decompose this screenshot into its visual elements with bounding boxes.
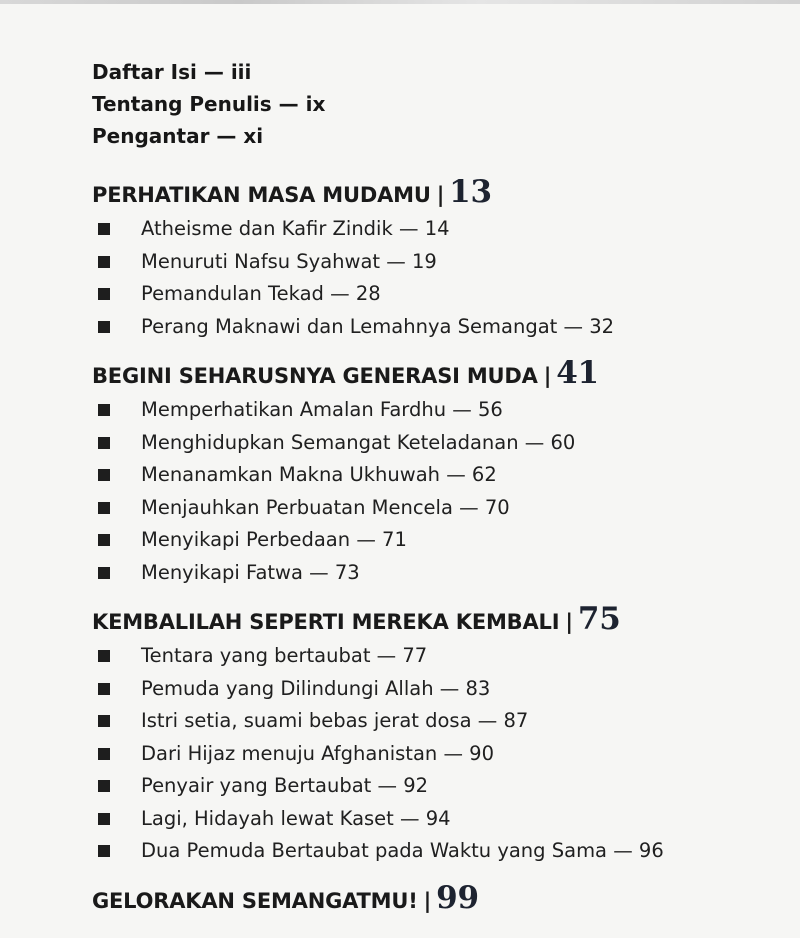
- entry-page: 83: [465, 676, 491, 700]
- entry-text: [141, 738, 494, 771]
- entry-page: 94: [425, 806, 451, 830]
- toc-sections: [92, 174, 782, 919]
- entry-title: Istri setia, suami bebas jerat dosa: [141, 709, 472, 732]
- entry-title: Atheisme dan Kafir Zindik: [141, 217, 393, 240]
- front-matter-page: xi: [243, 124, 264, 148]
- section-page-number: 41: [556, 355, 599, 391]
- square-bullet-icon: [98, 502, 110, 514]
- square-bullet-icon: [98, 845, 110, 857]
- section-entries: [92, 394, 782, 589]
- front-matter-title: Daftar Isi: [92, 60, 197, 84]
- entry-page: 92: [403, 774, 429, 797]
- square-bullet-icon: [98, 469, 110, 481]
- toc-entry: [92, 459, 782, 492]
- section-heading: [92, 174, 782, 213]
- square-bullet-icon: [98, 437, 110, 449]
- entry-title: Tentara yang bertaubat: [141, 644, 371, 667]
- toc-entry: [92, 427, 782, 460]
- page-top-edge: [0, 0, 800, 4]
- dash: —: [216, 124, 237, 148]
- entry-title: Lagi, Hidayah lewat Kaset: [141, 806, 394, 830]
- entry-page: 60: [550, 430, 576, 454]
- toc-entry: [92, 770, 782, 803]
- section-title: BEGINI SEHARUSNYA GENERASI MUDA: [92, 364, 538, 388]
- section-page-number: 99: [436, 879, 479, 916]
- entry-text: [141, 770, 428, 803]
- entry-text: [141, 394, 503, 427]
- section-heading: [92, 355, 782, 394]
- toc-entry: [92, 705, 782, 738]
- square-bullet-icon: [98, 715, 110, 727]
- front-matter-page: iii: [230, 60, 252, 84]
- entry-title: Penyair yang Bertaubat: [141, 774, 372, 797]
- dash: —: [203, 60, 224, 84]
- square-bullet-icon: [98, 683, 110, 695]
- entry-text: [141, 835, 664, 868]
- toc-entry: [92, 803, 782, 836]
- dash: —: [459, 495, 479, 519]
- entry-title: Pemuda yang Dilindungi Allah: [141, 676, 434, 700]
- dash: —: [524, 430, 545, 454]
- entry-text: [141, 459, 497, 492]
- section-title: GELORAKAN SEMANGATMU!: [92, 888, 418, 913]
- entry-text: [141, 311, 614, 344]
- dash: —: [398, 217, 419, 240]
- toc-section: [92, 601, 782, 868]
- toc-section: [92, 174, 782, 343]
- square-bullet-icon: [98, 780, 110, 792]
- entry-text: [141, 524, 407, 557]
- square-bullet-icon: [98, 256, 110, 268]
- separator: |: [423, 888, 432, 913]
- separator: |: [543, 364, 552, 388]
- front-matter-list: [92, 56, 782, 152]
- toc-entry: [92, 394, 782, 427]
- section-page-number: 75: [577, 601, 621, 637]
- entry-title: Perang Maknawi dan Lemahnya Semangat: [141, 314, 558, 338]
- square-bullet-icon: [98, 223, 110, 235]
- section-title: KEMBALILAH SEPERTI MEREKA KEMBALI: [92, 610, 560, 634]
- dash: —: [477, 709, 498, 732]
- toc-entry: [92, 524, 782, 557]
- square-bullet-icon: [98, 534, 110, 546]
- entry-text: [141, 803, 451, 836]
- entry-title: Memperhatikan Amalan Fardhu: [141, 398, 447, 421]
- dash: —: [376, 644, 397, 667]
- entry-text: [141, 492, 510, 525]
- entry-text: [141, 246, 437, 279]
- entry-title: Menyikapi Perbedaan: [141, 528, 351, 551]
- square-bullet-icon: [98, 650, 110, 662]
- front-matter-title: Pengantar: [92, 124, 210, 148]
- toc-entry: [92, 492, 782, 525]
- entry-page: 73: [334, 560, 360, 584]
- dash: —: [439, 676, 460, 700]
- entry-page: 62: [471, 463, 497, 486]
- dash: —: [452, 398, 472, 421]
- toc-entry: [92, 738, 782, 771]
- section-entries: [92, 640, 782, 868]
- dash: —: [443, 741, 463, 765]
- square-bullet-icon: [98, 813, 110, 825]
- entry-title: Pemandulan Tekad: [141, 282, 324, 305]
- entry-page: 71: [382, 528, 407, 551]
- entry-title: Menyikapi Fatwa: [141, 560, 303, 584]
- toc-entry: [92, 246, 782, 279]
- square-bullet-icon: [98, 404, 110, 416]
- front-matter-title: Tentang Penulis: [92, 92, 272, 116]
- toc-entry: [92, 673, 782, 706]
- toc-entry: [92, 557, 782, 590]
- entry-text: [141, 278, 381, 311]
- toc-section: [92, 355, 782, 589]
- table-of-contents: [92, 56, 782, 931]
- dash: —: [400, 806, 420, 830]
- entry-text: [141, 557, 360, 590]
- entry-text: [141, 213, 450, 246]
- entry-page: 87: [503, 709, 529, 732]
- toc-entry: [92, 640, 782, 673]
- dash: —: [330, 282, 350, 305]
- entry-title: Dua Pemuda Bertaubat pada Waktu yang Sama: [141, 839, 608, 862]
- entry-text: [141, 705, 528, 738]
- dash: —: [386, 249, 406, 273]
- front-matter-item: [92, 120, 782, 152]
- toc-entry: [92, 835, 782, 868]
- section-entries: [92, 213, 782, 343]
- entry-page: 70: [484, 495, 510, 519]
- separator: |: [436, 183, 445, 207]
- entry-page: 19: [411, 249, 437, 273]
- entry-page: 32: [589, 314, 615, 338]
- front-matter-page: ix: [305, 92, 326, 116]
- entry-page: 77: [402, 644, 428, 667]
- entry-page: 56: [477, 398, 503, 421]
- section-title: PERHATIKAN MASA MUDAMU: [92, 183, 431, 207]
- toc-entry: [92, 311, 782, 344]
- toc-entry: [92, 213, 782, 246]
- toc-entry: [92, 278, 782, 311]
- entry-title: Menanamkan Makna Ukhuwah: [141, 463, 441, 486]
- separator: |: [565, 610, 573, 634]
- front-matter-item: [92, 88, 782, 120]
- dash: —: [309, 560, 329, 584]
- entry-text: [141, 640, 427, 673]
- dash: —: [278, 92, 299, 116]
- square-bullet-icon: [98, 288, 110, 300]
- section-page-number: 13: [449, 174, 492, 210]
- dash: —: [563, 314, 584, 338]
- square-bullet-icon: [98, 567, 110, 579]
- dash: —: [613, 839, 633, 862]
- entry-page: 14: [424, 217, 450, 240]
- entry-title: Dari Hijaz menuju Afghanistan: [141, 741, 438, 765]
- entry-page: 96: [638, 839, 664, 862]
- toc-section: [92, 880, 782, 919]
- section-heading: [92, 880, 782, 919]
- dash: —: [446, 463, 466, 486]
- square-bullet-icon: [98, 748, 110, 760]
- section-heading: [92, 601, 782, 640]
- entry-text: [141, 673, 490, 706]
- entry-title: Menghidupkan Semangat Keteladanan: [141, 430, 519, 454]
- entry-title: Menuruti Nafsu Syahwat: [141, 249, 381, 273]
- entry-title: Menjauhkan Perbuatan Mencela: [141, 495, 453, 519]
- front-matter-item: [92, 56, 782, 88]
- square-bullet-icon: [98, 321, 110, 333]
- entry-page: 90: [469, 741, 494, 765]
- dash: —: [356, 528, 376, 551]
- entry-text: [141, 427, 575, 460]
- entry-page: 28: [355, 282, 381, 305]
- dash: —: [377, 774, 397, 797]
